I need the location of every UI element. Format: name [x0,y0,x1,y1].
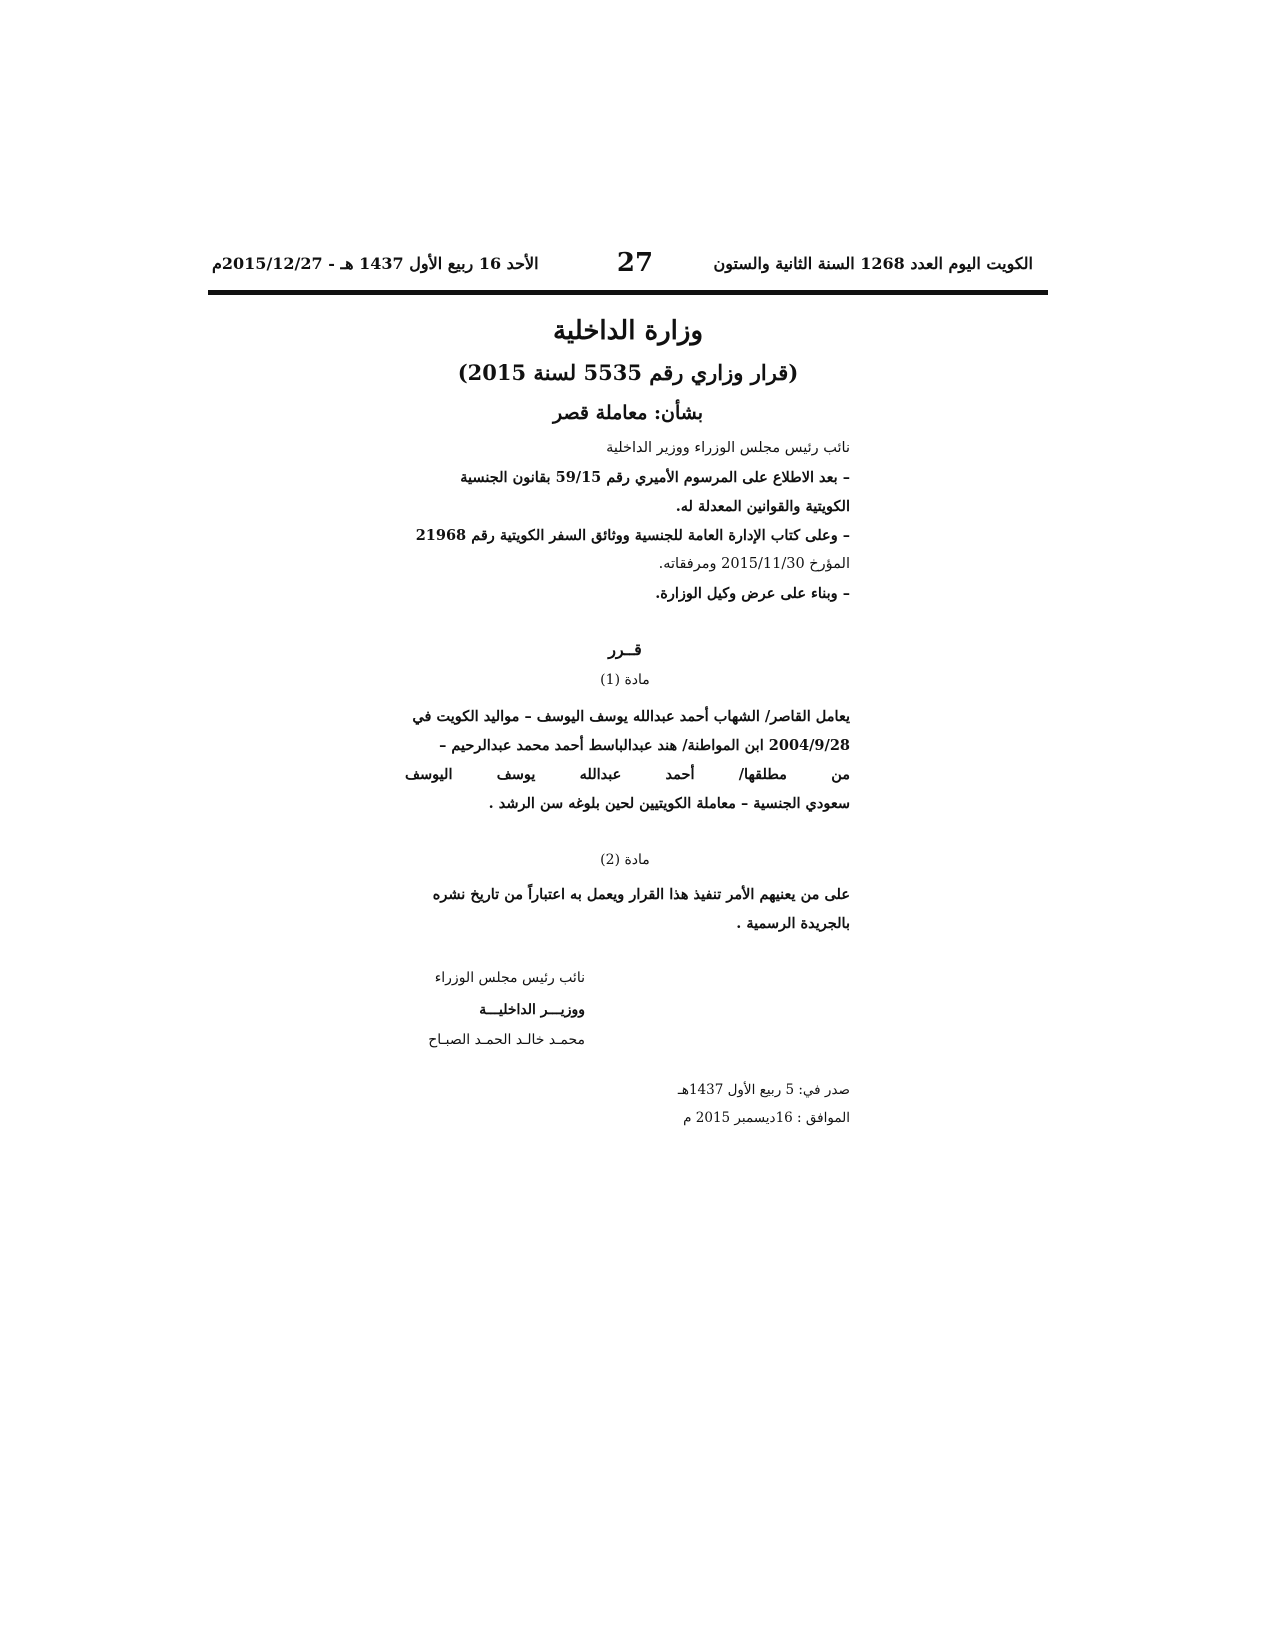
preamble [405,434,850,608]
decided-heading: قــرر [608,640,642,659]
header-issue-info: الكويت اليوم العدد 1268 السنة الثانية والستون [713,254,1033,273]
article-2-line: بالجريدة الرسمية . [736,915,850,932]
article-2-heading: مادة (2) [600,852,650,868]
preamble-clause-2: – وعلى كتاب الإدارة العامة للجنسية ووثائق السفر الكويتية رقم 21968 [415,527,850,544]
page-number: 27 [616,248,654,278]
header-divider [208,290,1048,295]
article-1-line: 2004/9/28 ابن المواطنة/ هند عبدالباسط أحمد محمد عبدالرحيم – [439,737,850,754]
preamble-clause-2-cont: المؤرخ 2015/11/30 ومرفقاته. [658,556,850,572]
article-1-body [405,702,850,818]
signatory-name: محمـد خالـد الحمـد الصبـاح [428,1032,585,1048]
ministry-title: وزارة الداخلية [552,316,704,346]
header-date: الأحد 16 ربيع الأول 1437 هـ - 2015/12/27م [212,254,539,273]
preamble-issuer: نائب رئيس مجلس الوزراء ووزير الداخلية [606,440,850,456]
article-1-line: من مطلقها/ أحمد عبدالله يوسف اليوسف [405,766,850,783]
decree-number: (قرار وزاري رقم 5535 لسنة 2015) [457,360,799,385]
preamble-clause-1: – بعد الاطلاع على المرسوم الأميري رقم 59/15 بقانون الجنسية [460,469,850,486]
article-2-line: على من يعنيهم الأمر تنفيذ هذا القرار ويعمل به اعتباراً من تاريخ نشره [432,886,850,903]
preamble-clause-3: – وبناء على عرض وكيل الوزارة. [655,585,850,602]
article-2-body [405,880,850,938]
signatory-ministry: ووزيـــر الداخليـــة [479,1002,585,1018]
article-1-heading: مادة (1) [600,672,650,688]
issued-hijri-date: صدر في: 5 ربيع الأول 1437هـ [677,1082,850,1098]
decree-subject: بشأن: معاملة قصر [552,402,704,424]
preamble-clause-1-cont: الكويتية والقوانين المعدلة له. [675,498,850,515]
issued-gregorian-date: الموافق : 16ديسمبر 2015 م [683,1110,850,1126]
article-1-line: سعودي الجنسية – معاملة الكويتيين لحين بلوغه سن الرشد . [488,795,850,812]
signatory-title: نائب رئيس مجلس الوزراء [434,970,585,986]
article-1-line: يعامل القاصر/ الشهاب أحمد عبدالله يوسف اليوسف – مواليد الكويت في [412,708,850,725]
